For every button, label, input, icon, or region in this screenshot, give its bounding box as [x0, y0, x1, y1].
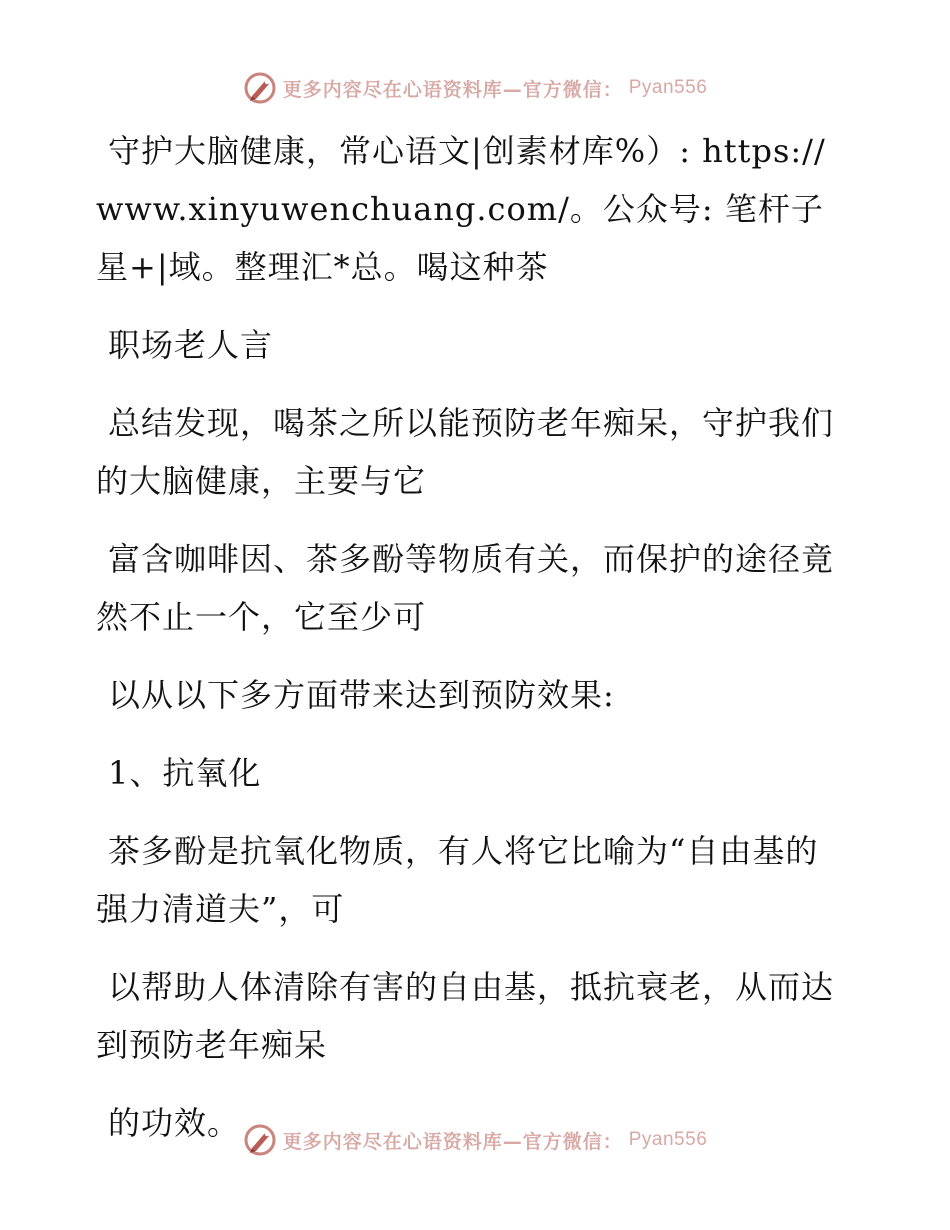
paragraph: 职场老人言	[108, 326, 274, 364]
paragraph: 富含咖啡因、茶多酚等物质有关，而保护的途径竟然不止一个，它至少可	[96, 540, 835, 636]
header-watermark	[0, 68, 950, 108]
paragraph: 以帮助人体清除有害的自由基，抵抗衰老，从而达到预防老年痴呆	[96, 968, 835, 1064]
pen-logo-icon	[243, 71, 277, 105]
watermark-wechat-id: Pyan556	[628, 1129, 708, 1150]
pen-logo-icon	[243, 1123, 277, 1157]
paragraph: 总结发现，喝茶之所以能预防老年痴呆，守护我们的大脑健康，主要与它	[96, 404, 835, 500]
watermark-wechat-id: Pyan556	[628, 77, 708, 98]
watermark-text: 更多内容尽在心语资料库—官方微信：	[282, 78, 623, 101]
document-body	[96, 122, 836, 1172]
paragraph: 以从以下多方面带来达到预防效果:	[108, 676, 615, 714]
paragraph: 茶多酚是抗氧化物质，有人将它比喻为“自由基的强力清道夫”，可	[96, 832, 819, 928]
footer-watermark	[0, 1120, 950, 1160]
paragraph: 守护大脑健康，常心语文|创素材库%）: https://www.xinyuwenchuang.com/。公众号: 笔杆子星+|域。整理汇*总。喝这种茶	[96, 132, 826, 286]
paragraph: 1、抗氧化	[108, 754, 262, 792]
watermark-text: 更多内容尽在心语资料库—官方微信：	[282, 1130, 623, 1153]
paragraph: 的功效。	[108, 1104, 241, 1142]
